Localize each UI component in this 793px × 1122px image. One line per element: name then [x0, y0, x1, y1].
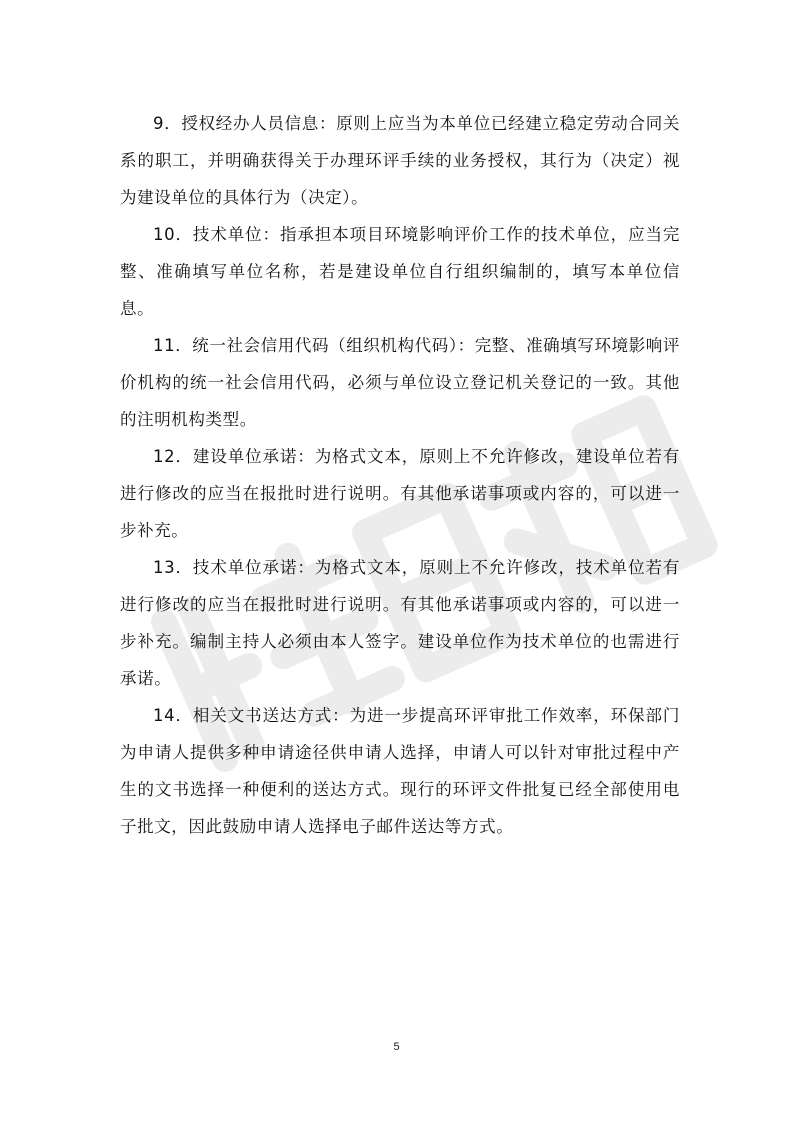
paragraph-item-13: 13．技术单位承诺：为格式文本，原则上不允许修改，技术单位若有进行修改的应当在报批时进行说明。有其他承诺事项或内容的，可以进一步补充。编制主持人必须由本人签字。建设单位作为技术单位的也需进行承诺。 [120, 558, 680, 688]
paragraph-item-12: 12．建设单位承诺：为格式文本，原则上不允许修改，建设单位若有进行修改的应当在报批时进行说明。有其他承诺事项或内容的，可以进一步补充。 [120, 447, 680, 540]
paragraph-item-11: 11．统一社会信用代码（组织机构代码）：完整、准确填写环境影响评价机构的统一社会信用代码，必须与单位设立登记机关登记的一致。其他的注明机构类型。 [120, 336, 680, 429]
paragraph-item-9: 9．授权经办人员信息：原则上应当为本单位已经建立稳定劳动合同关系的职工，并明确获得关于办理环评手续的业务授权，其行为（决定）视为建设单位的具体行为（决定）。 [120, 114, 680, 207]
paragraph-item-10: 10．技术单位：指承担本项目环境影响评价工作的技术单位，应当完整、准确填写单位名称，若是建设单位自行组织编制的，填写本单位信息。 [120, 225, 680, 318]
page-number: 5 [393, 1041, 400, 1053]
document-body [120, 105, 680, 845]
paragraph-item-14: 14．相关文书送达方式：为进一步提高环评审批工作效率，环保部门为申请人提供多种申请途径供申请人选择，申请人可以针对审批过程中产生的文书选择一种便利的送达方式。现行的环评文件批复已经全部使用电子批文，因此鼓励申请人选择电子邮件送达等方式。 [120, 706, 680, 836]
